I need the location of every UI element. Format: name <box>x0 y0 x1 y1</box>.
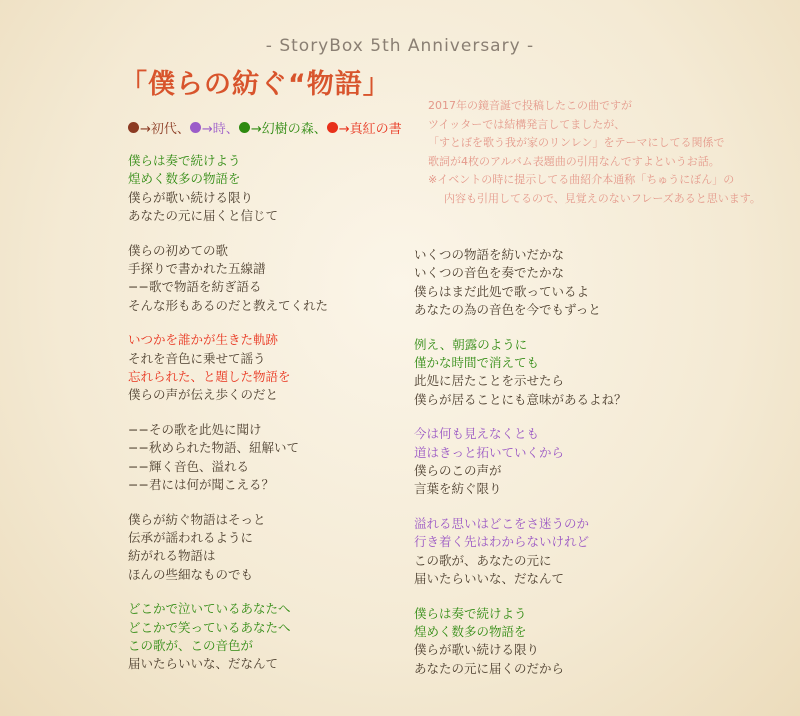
lyric-line: −−君には何が聞こえる？ <box>128 476 274 492</box>
legend-dot-icon <box>239 122 250 133</box>
lyrics-stanza <box>128 152 408 225</box>
lyric-line: 例え、朝露のように <box>414 336 528 352</box>
lyric-line: この歌が、あなたの元に <box>414 552 552 568</box>
lyric-line: 今は何も見えなくとも <box>414 426 540 442</box>
note-line: 「すとぼを歌う我が家のリンレン」をテーマにしてる関係で <box>428 136 725 149</box>
lyric-line: 煌めく数多の物語を <box>128 171 241 187</box>
legend-label: →幻樹の森、 <box>250 122 327 137</box>
lyric-line: 言葉を紡ぐ限り <box>414 481 502 497</box>
lyric-line: どこかで笑っているあなたへ <box>128 619 291 635</box>
legend-item-shinku <box>327 118 402 137</box>
lyric-line: 行き着く先はわからないけれど <box>414 534 590 550</box>
lyric-line: いくつの物語を紡いだかな <box>414 247 565 262</box>
lyrics-stanza <box>414 515 754 588</box>
lyric-line: そんな形もあるのだと教えてくれた <box>128 297 329 313</box>
legend-label: →真紅の書 <box>338 122 402 137</box>
lyric-line: 溢れる思いはどこをさ迷うのか <box>414 516 590 532</box>
lyrics-stanza <box>414 605 754 678</box>
note-line: ※イベントの時に提示してる曲紹介本通称「ちゅうにぼん」の <box>428 173 735 186</box>
lyric-line: 僕らの初めての歌 <box>128 242 229 258</box>
lyric-line: 僕らは奏で続けよう <box>128 153 241 168</box>
legend-item-toki <box>190 118 239 137</box>
lyric-line: 僕らが歌い続ける限り <box>128 189 254 205</box>
lyric-line: −−輝く音色、溢れる <box>128 458 249 474</box>
lyric-line: いつかを誰かが生きた軌跡 <box>128 332 279 348</box>
lyric-line: 僕らの声が伝え歩くのだと <box>128 387 279 403</box>
lyric-line: いくつの音色を奏でたかな <box>414 265 565 281</box>
lyrics-stanza <box>414 425 754 498</box>
song-title: 「僕らの紡ぐ“物語」 <box>120 69 391 100</box>
lyric-line: 僕らが居ることにも意味があるよね？ <box>414 391 627 407</box>
lyrics-stanza <box>128 511 408 584</box>
legend-label: →初代、 <box>140 122 190 137</box>
lyric-line: 道はきっと拓いていくから <box>414 444 565 460</box>
legend-item-genju <box>239 118 327 137</box>
lyrics-stanza <box>414 246 754 319</box>
lyric-line: あなたの為の音色を今でもずっと <box>414 301 601 317</box>
lyric-line: 僕らが紡ぐ物語はそっと <box>128 511 266 527</box>
lyric-line: 届いたらいいな、だなんて <box>128 656 279 672</box>
lyric-line: 此処に居たことを示せたら <box>414 373 565 389</box>
legend-dot-icon <box>190 122 201 133</box>
note-line: 歌詞が4枚のアルバム表題曲の引用なんですよというお話。 <box>428 154 720 168</box>
legend-dot-icon <box>128 122 139 133</box>
note-line: 内容も引用してるので、見覚えのないフレーズあると思います。 <box>444 191 761 205</box>
lyric-line: 僕らは奏で続けよう <box>414 605 527 621</box>
lyric-line: 煌めく数多の物語を <box>414 624 527 640</box>
lyrics-stanza <box>128 600 408 673</box>
lyric-line: どこかで泣いているあなたへ <box>128 601 291 617</box>
lyrics-left-column <box>128 152 408 690</box>
lyric-line: −−歌で物語を紡ぎ語る <box>128 279 262 295</box>
lyric-line: それを音色に乗せて謡う <box>128 350 266 366</box>
lyric-line: 伝承が謡われるように <box>128 530 254 546</box>
lyric-line: 手探りで書かれた五線譜 <box>128 260 266 276</box>
note-line: ツイッターでは結構発言してましたが、 <box>428 117 626 131</box>
legend-label: →時、 <box>201 122 239 137</box>
lyric-line: 僕らはまだ此処で歌っているよ <box>414 283 590 299</box>
author-note <box>428 97 788 208</box>
lyrics-stanza <box>128 421 408 494</box>
lyric-line: 忘れられた、と題した物語を <box>128 368 291 384</box>
lyrics-stanza <box>414 336 754 409</box>
note-line: 2017年の鏡音誕で投稿したこの曲ですが <box>428 99 632 112</box>
lyric-line: 僕らのこの声が <box>414 462 502 478</box>
lyrics-stanza <box>128 242 408 315</box>
anniversary-header: - StoryBox 5th Anniversary - <box>265 36 535 56</box>
lyric-line: あなたの元に届くのだから <box>414 660 565 676</box>
lyric-line: ほんの些細なものでも <box>128 566 254 582</box>
lyric-line: 僕らが歌い続ける限り <box>414 642 540 658</box>
lyrics-stanza <box>128 331 408 404</box>
lyric-line: 紡がれる物語は <box>128 548 216 564</box>
legend-dot-icon <box>327 122 338 133</box>
lyric-line: あなたの元に届くと信じて <box>128 207 279 223</box>
color-legend <box>128 118 402 137</box>
lyrics-right-column <box>414 246 754 694</box>
lyric-line: 届いたらいいな、だなんて <box>414 570 565 586</box>
lyric-line: 僅かな時間で消えても <box>414 354 540 370</box>
lyric-line: この歌が、この音色が <box>128 638 254 654</box>
legend-item-shodai <box>128 118 190 137</box>
lyric-line: −−秋められた物語、紐解いて <box>128 440 299 456</box>
lyric-line: −−その歌を此処に聞け <box>128 422 262 438</box>
